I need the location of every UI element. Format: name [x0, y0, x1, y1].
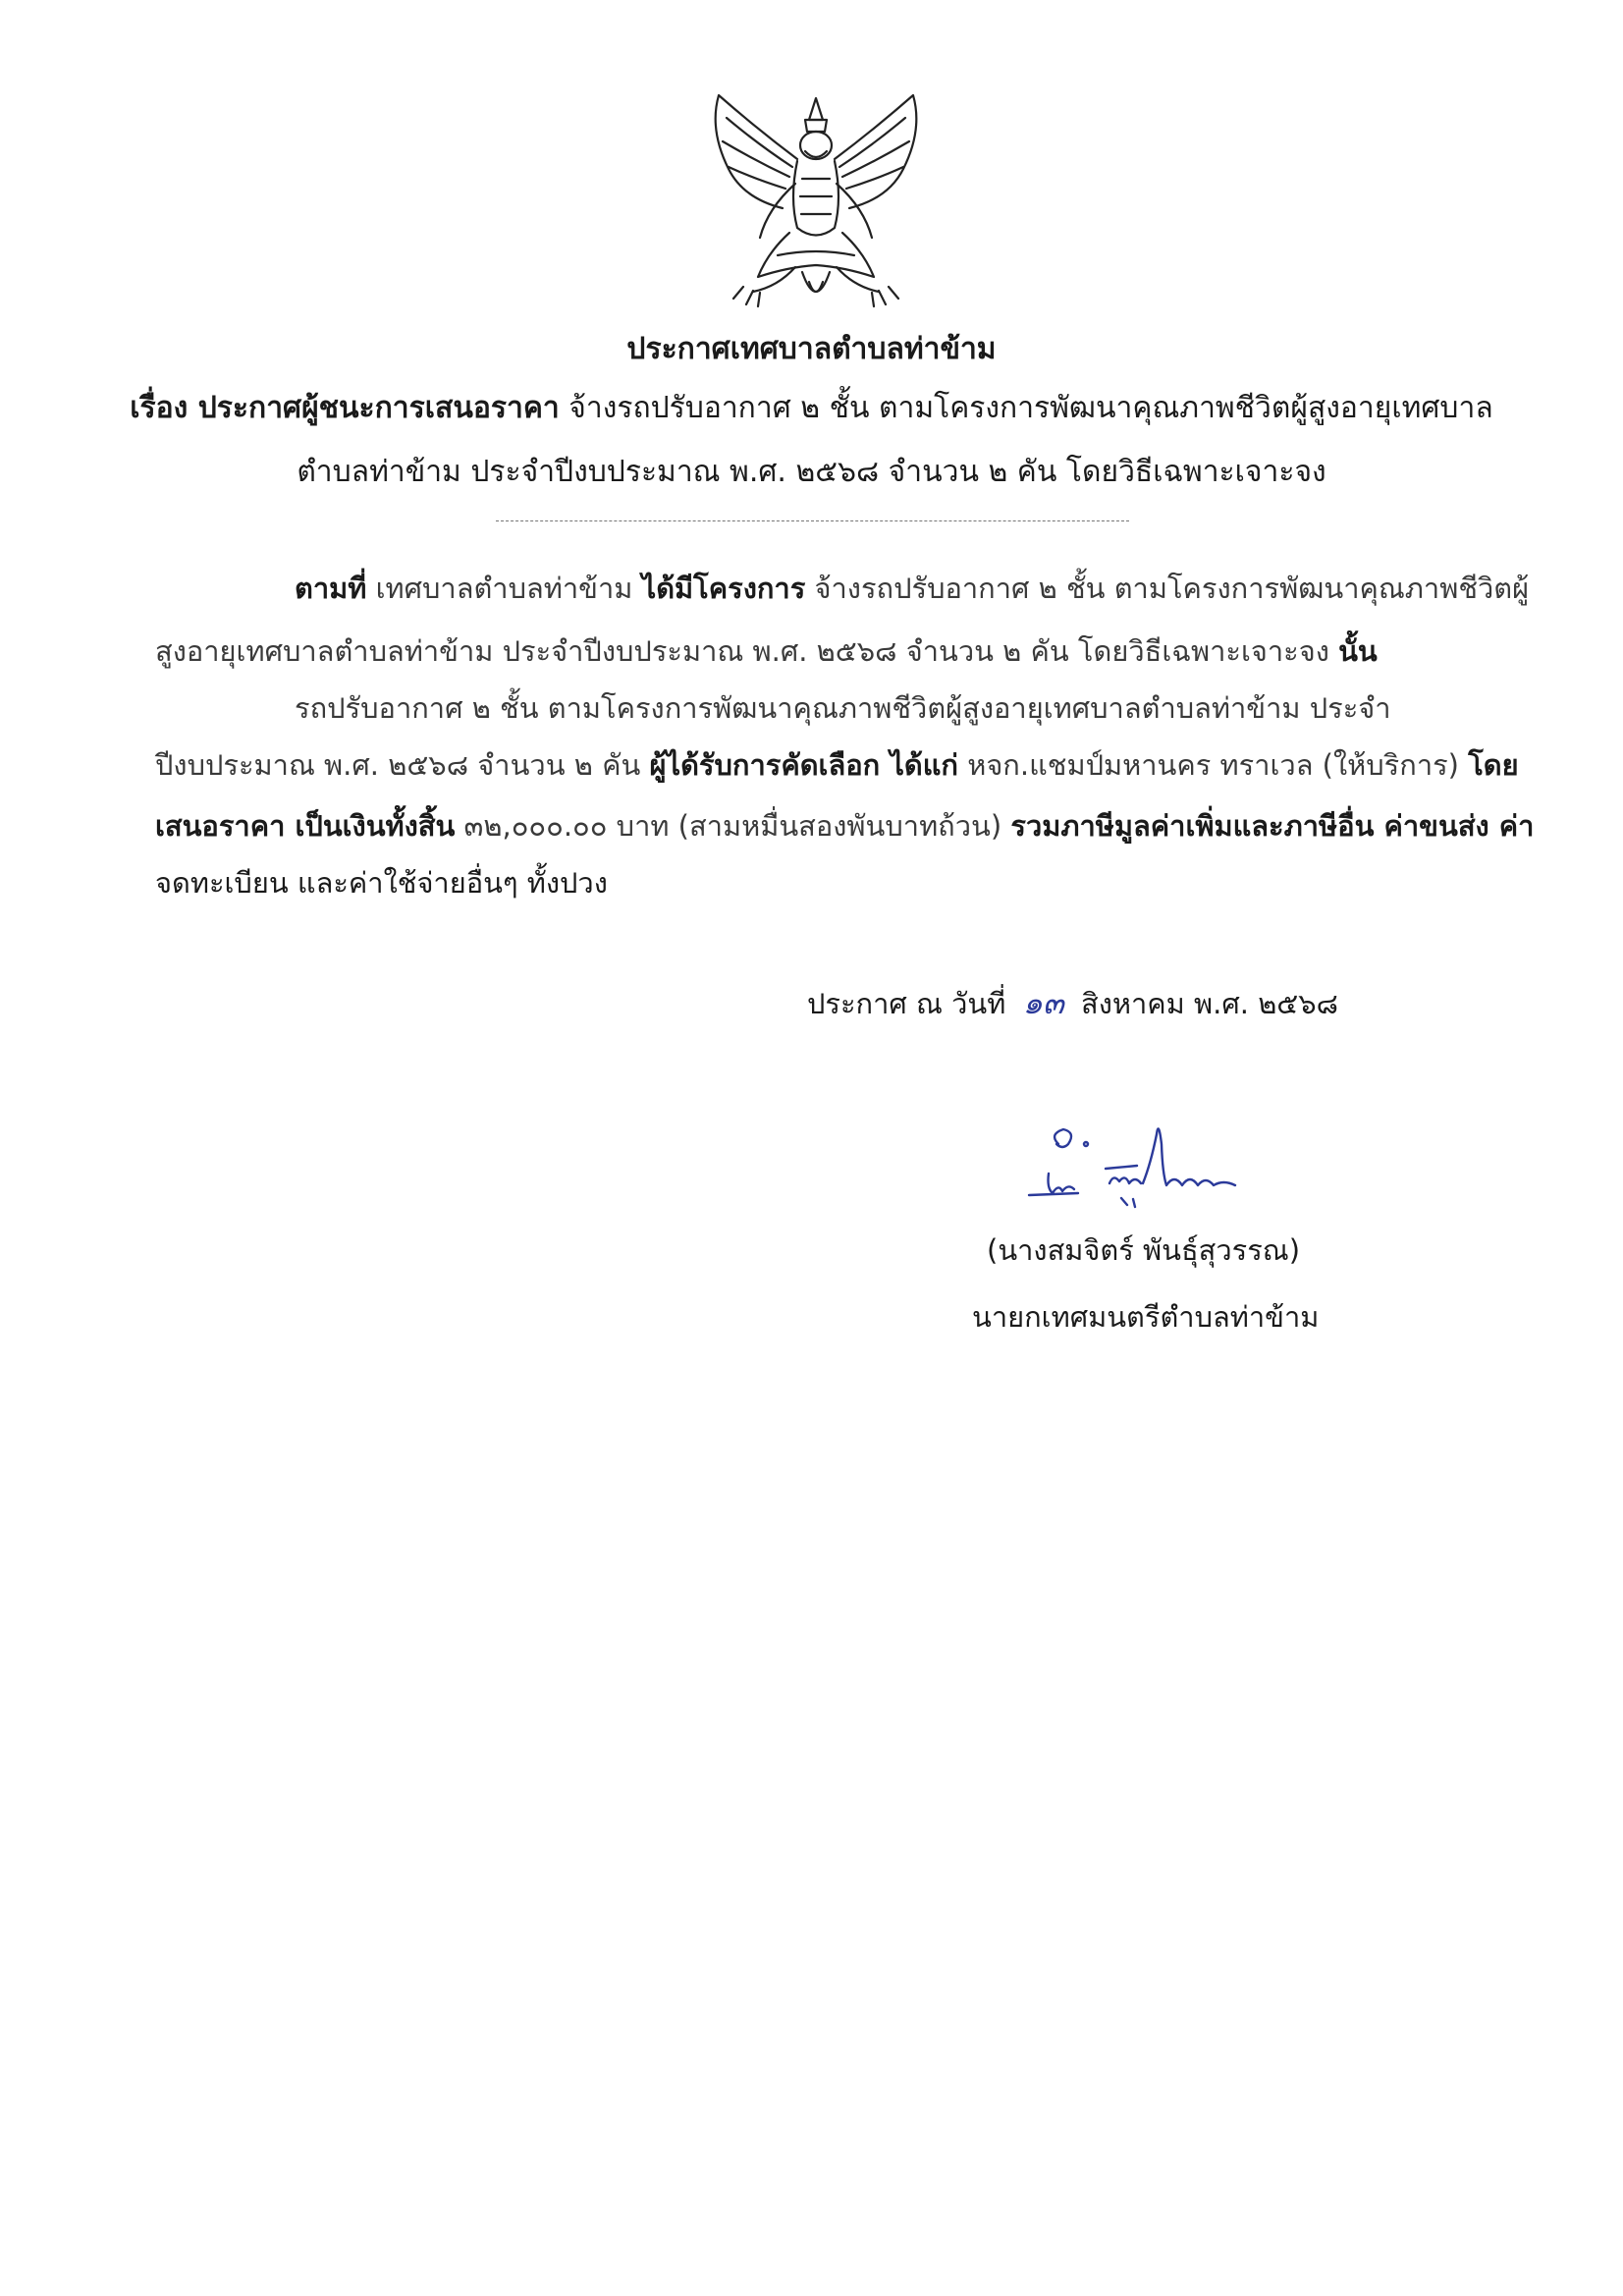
announcement-org-title: ประกาศเทศบาลตำบลท่าข้าม — [626, 332, 997, 366]
body-text: ตามที่ — [295, 572, 367, 605]
body-text: โดย — [1468, 748, 1519, 782]
body-text: ๓๒,๐๐๐.๐๐ บาท (สามหมื่นสองพันบาทถ้วน) — [455, 809, 1011, 843]
announcement-subject-line-1 — [0, 385, 1623, 431]
subject-text: จ้างรถปรับอากาศ ๒ ชั้น ตามโครงการพัฒนาคุณภาพชีวิตผู้สูงอายุเทศบาล — [559, 391, 1493, 425]
handwritten-signature — [1019, 1115, 1255, 1223]
body-paragraph-2-line-3 — [155, 803, 1534, 848]
body-paragraph-2-line-1: รถปรับอากาศ ๒ ชั้น ตามโครงการพัฒนาคุณภาพชีวิตผู้สูงอายุเทศบาลตำบลท่าข้าม ประจำ — [295, 691, 1391, 725]
date-prefix: ประกาศ ณ วันที่ — [807, 987, 1006, 1020]
body-paragraph-2-line-2 — [155, 742, 1519, 788]
signatory-name: (นางสมจิตร์ พันธุ์สุวรรณ) — [987, 1233, 1301, 1267]
date-suffix: สิงหาคม พ.ศ. ๒๕๖๘ — [1081, 987, 1339, 1020]
body-text: รวมภาษีมูลค่าเพิ่มและภาษีอื่น ค่าขนส่ง ค่า — [1010, 809, 1535, 843]
divider — [496, 520, 1129, 521]
body-paragraph-1-line-2 — [155, 629, 1378, 674]
body-text: หจก.แชมป์มหานคร ทราเวล (ให้บริการ) — [957, 748, 1469, 782]
body-text: สูงอายุเทศบาลตำบลท่าข้าม ประจำปีงบประมาณ พ.ศ. ๒๕๖๘ จำนวน ๒ คัน โดยวิธีเฉพาะเจาะจง — [155, 634, 1339, 668]
subject-label: เรื่อง ประกาศผู้ชนะการเสนอราคา — [130, 391, 560, 425]
body-text: เสนอราคา เป็นเงินทั้งสิ้น — [155, 809, 456, 843]
body-text: ปีงบประมาณ พ.ศ. ๒๕๖๘ จำนวน ๒ คัน — [155, 748, 650, 782]
body-text: จ้างรถปรับอากาศ ๒ ชั้น ตามโครงการพัฒนาคุณภาพชีวิตผู้ — [805, 572, 1530, 605]
body-text: เทศบาลตำบลท่าข้าม — [366, 572, 642, 605]
announcement-date — [807, 978, 1338, 1028]
body-text: ได้มีโครงการ — [641, 572, 806, 605]
signatory-position: นายกเทศมนตรีตำบลท่าข้าม — [972, 1300, 1320, 1334]
body-paragraph-2-line-4: จดทะเบียน และค่าใช้จ่ายอื่นๆ ทั้งปวง — [155, 866, 608, 900]
body-paragraph-1-line-1 — [295, 566, 1529, 611]
announcement-subject-line-2: ตำบลท่าข้าม ประจำปีงบประมาณ พ.ศ. ๒๕๖๘ จำนวน ๒ คัน โดยวิธีเฉพาะเจาะจง — [297, 455, 1326, 489]
handwritten-day: ๑๓ — [1022, 984, 1064, 1021]
body-text: ผู้ได้รับการคัดเลือก ได้แก่ — [649, 748, 958, 782]
body-text: นั้น — [1338, 634, 1378, 668]
garuda-emblem-icon — [699, 90, 933, 326]
